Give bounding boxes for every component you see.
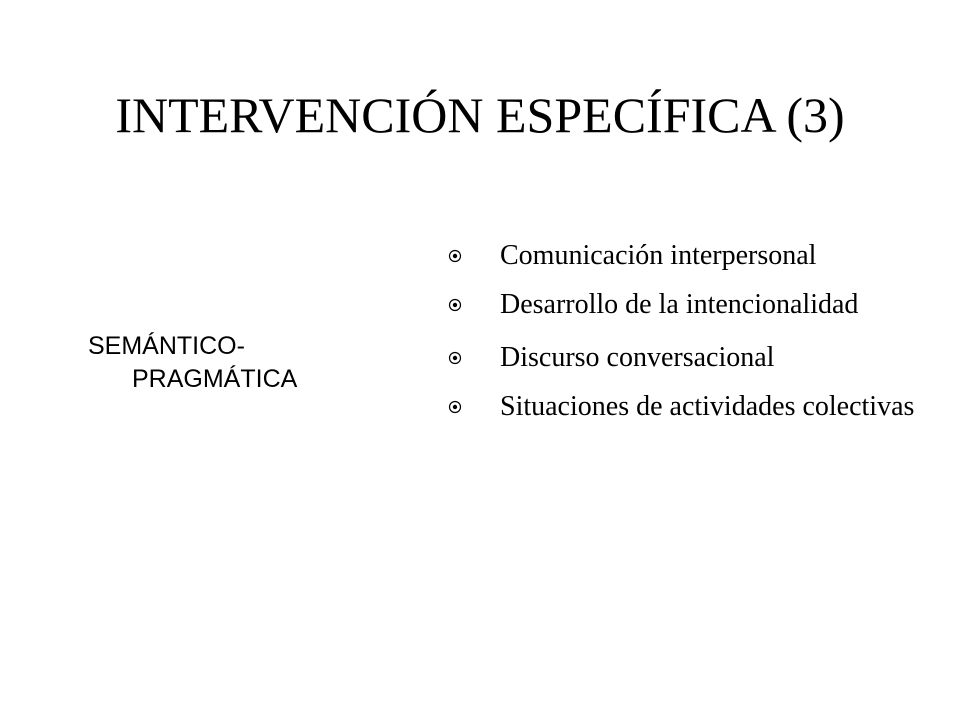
- bullet-dot-icon: [448, 298, 462, 312]
- bullet-dot-icon: [448, 351, 462, 365]
- bullet-dot-icon: [448, 400, 462, 414]
- bullet-item: [448, 340, 948, 376]
- bullet-text: Discurso conversacional: [500, 342, 775, 373]
- bullet-list: [448, 238, 948, 438]
- bullet-dot-icon: [448, 249, 462, 263]
- bullet-text: Situaciones de actividades colectivas: [500, 391, 915, 422]
- bullet-item: [448, 238, 948, 274]
- bullet-text: Comunicación interpersonal: [500, 240, 817, 271]
- category-label-line-2: PRAGMÁTICA: [132, 365, 298, 393]
- bullet-item: [448, 389, 948, 425]
- bullet-item: [448, 287, 948, 323]
- category-label-line-1: SEMÁNTICO-: [88, 332, 245, 360]
- category-label: [88, 330, 348, 396]
- slide-title: INTERVENCIÓN ESPECÍFICA (3): [115, 87, 845, 143]
- bullet-text: Desarrollo de la intencionalidad: [500, 289, 859, 320]
